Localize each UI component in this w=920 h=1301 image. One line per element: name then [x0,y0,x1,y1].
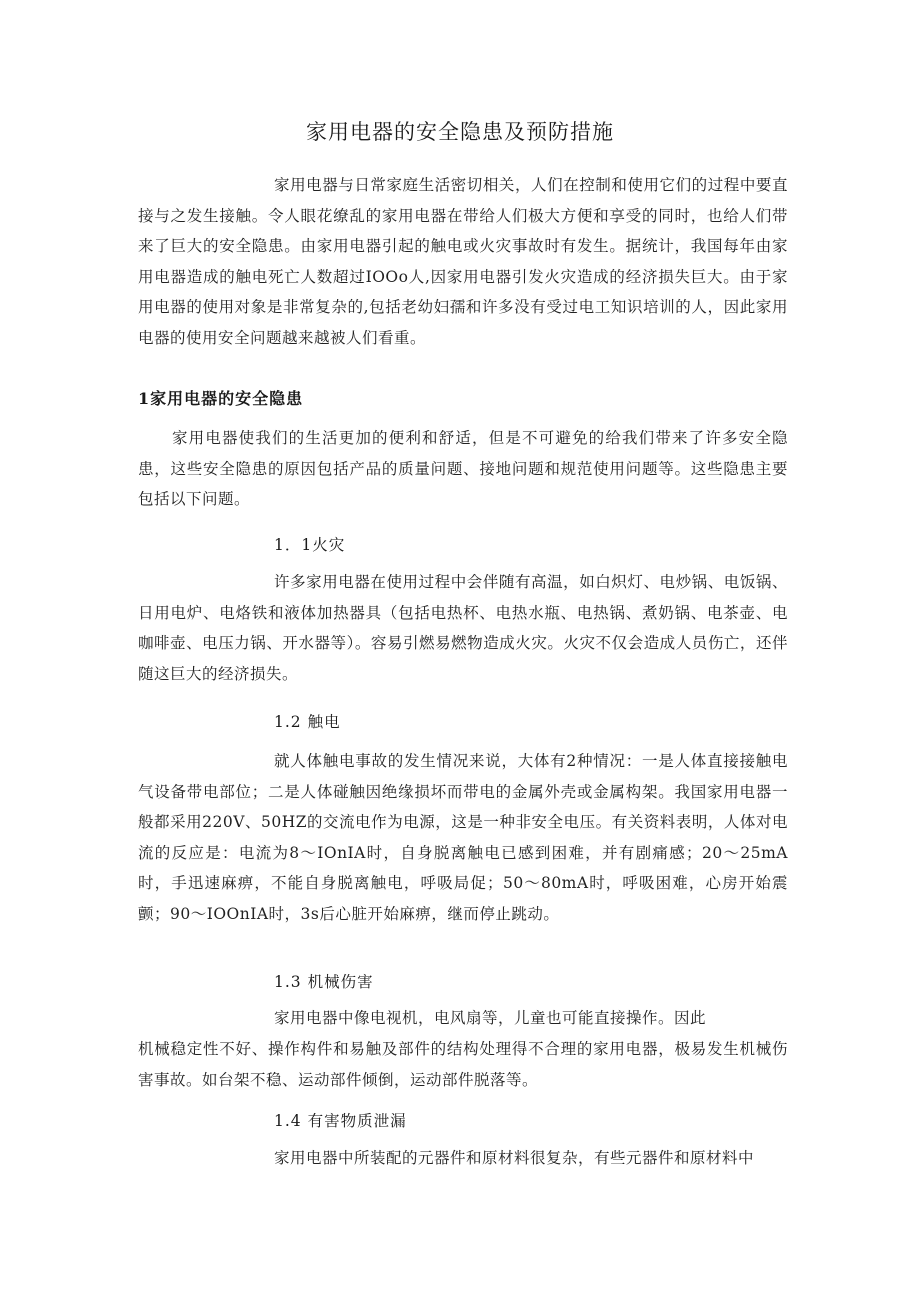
subsection-1-3-first-line: 家用电器中像电视机，电风扇等，儿童也可能直接操作。因此 [274,1009,707,1027]
subsection-1-3-heading: 1.3 机械伤害 [274,973,374,991]
section-1-paragraph: 家用电器使我们的生活更加的便利和舒适，但是不可避免的给我们带来了许多安全隐患，这些安全隐患的原因包括产品的质量问题、接地问题和规范使用问题等。这些隐患主要包括以下问题。 [138,429,788,508]
document-title: 家用电器的安全隐患及预防措施 [306,120,614,144]
subsection-1-3-paragraph: 机械稳定性不好、操作构件和易触及部件的结构处理得不合理的家用电器，极易发生机械伤害事故。如台架不稳、运动部件倾倒，运动部件脱落等。 [138,1040,788,1089]
intro-paragraph: 家用电器与日常家庭生活密切相关，人们在控制和使用它们的过程中要直接与之发生接触。令人眼花缭乱的家用电器在带给人们极大方便和享受的同时，也给人们带来了巨大的安全隐患。由家用电器引起的触电或火灾事故时有发生。据统计，我国每年由家用电器造成的触电死亡人数超过IOOo人,因家用电器引发火灾造成的经济损失巨大。由于家用电器的使用对象是非常复杂的,包括老幼妇孺和许多没有受过电工知识培训的人，因此家用电器的使用安全问题越来越被人们看重。 [138,176,788,347]
subsection-1-1-heading: 1．1火灾 [274,536,346,554]
subsection-1-4-heading: 1.4 有害物质泄漏 [274,1112,407,1130]
subsection-1-1-paragraph: 许多家用电器在使用过程中会伴随有高温，如白炽灯、电炒锅、电饭锅、日用电炉、电烙铁和液体加热器具（包括电热杯、电热水瓶、电热锅、煮奶锅、电茶壶、电咖啡壶、电压力锅、开水器等）。容易引燃易燃物造成火灾。火灾不仅会造成人员伤亡，还伴随这巨大的经济损失。 [138,573,788,683]
section-1-heading: 1家用电器的安全隐患 [138,389,304,408]
subsection-1-2-paragraph: 就人体触电事故的发生情况来说，大体有2种情况：一是人体直接接触电气设备带电部位；二是人体碰触因绝缘损坏而带电的金属外壳或金属构架。我国家用电器一般都采用220V、50HZ的交流电作为电源，这是一种非安全电压。有关资料表明，人体对电流的反应是：电流为8～IOnIA时，自身脱离触电已感到困难，并有剧痛感；20～25mA时，手迅速麻痹，不能自身脱离触电，呼吸局促；50～80mA时，呼吸困难，心房开始震颤；90～IOOnIA时，3s后心脏开始麻痹，继而停止跳动。 [138,752,788,923]
subsection-1-2-heading: 1.2 触电 [274,713,341,731]
subsection-1-4-paragraph: 家用电器中所装配的元器件和原材料很复杂，有些元器件和原材料中 [274,1149,755,1167]
